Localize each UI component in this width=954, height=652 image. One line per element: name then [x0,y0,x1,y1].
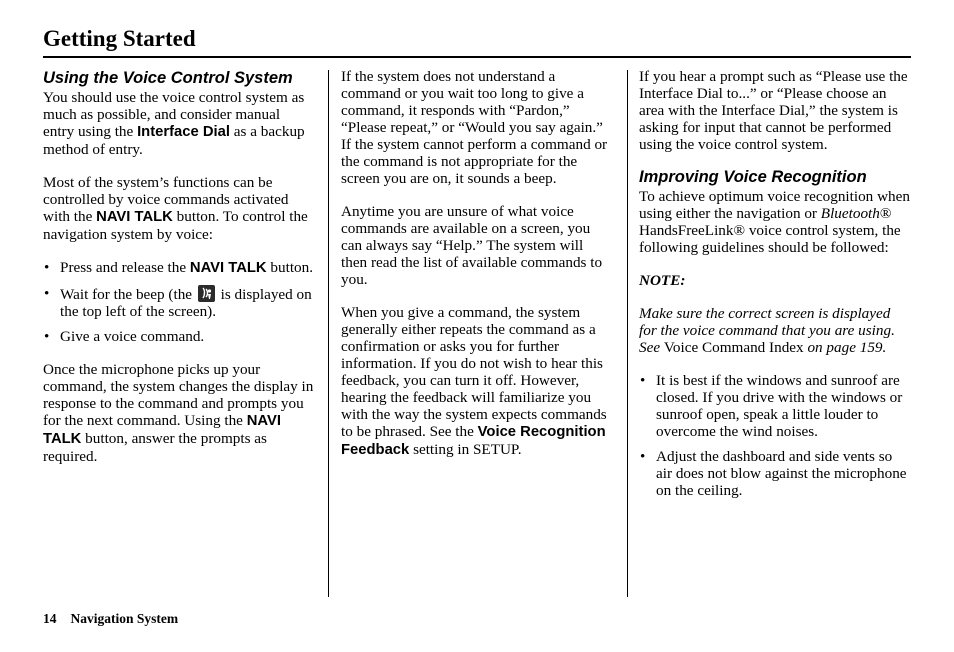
text: Make sure the correct screen is displayed for the voice command that you are using. See [639,305,895,356]
column-3 [639,68,911,515]
list-item: • Give a voice command. [43,328,315,345]
page-number: 14 [43,611,57,626]
paragraph-optimum [639,188,911,256]
list-item: • It is best if the windows and sunroof are closed. If you drive with the windows or sunroof open, speak a little louder to overcome the wind noises. [639,372,911,440]
text: as a backup method of entry. [43,123,305,158]
keyword-navi-talk: NAVI TALK [96,209,173,225]
text: on page 159. [803,339,887,356]
paragraph-feedback [341,304,613,459]
text: Most of the system’s functions can be controlled by voice commands activated with the [43,174,289,225]
list-item [43,259,315,277]
section-heading-improving-recognition: Improving Voice Recognition [639,168,867,186]
text: To achieve optimum voice recognition when using either the navigation or [639,188,910,222]
list-item: • Adjust the dashboard and side vents so air does not blow against the microphone on the ceiling. [639,448,911,499]
text-bluetooth: Bluetooth [820,205,880,222]
keyword-navi-talk: NAVI TALK [43,413,281,447]
text: ® HandsFreeLink® voice control system, the following guidelines should be followed: [639,205,901,256]
text: button, answer the prompts as required. [43,430,267,465]
paragraph-interface-dial-prompt: If you hear a prompt such as “Please use the Interface Dial to...” or “Please choose an area with the Interface Dial,” the system is asking for input that cannot be performed using the voice control system. [639,68,908,153]
guidelines-list [639,372,911,499]
paragraph-help: Anytime you are unsure of what voice commands are available on a screen, you can always say “Help.” The system will then read the list of available commands to you. [341,203,603,288]
title-rule [43,56,911,58]
page-title: Getting Started [43,26,196,51]
footer-section: Navigation System [70,611,179,626]
voice-talk-icon [198,285,215,302]
paragraph-microphone [43,361,315,465]
text: Once the microphone picks up your command, the system changes the display in response to the command and prompts you for the next command. Using the [43,361,314,429]
paragraph-intro [43,89,315,158]
keyword-voice-recognition-feedback: Voice Recognition Feedback [341,424,606,458]
text: button. To control the navigation system by voice: [43,208,308,243]
paragraph-not-understand: If the system does not understand a command or you wait too long to give a command, it responds with “Pardon,” “Please repeat,” or “Would you say again.” If the system cannot perform a command or the command is not appropriate for the screen you are on, it sounds a beep. [341,68,608,187]
column-2 [341,68,613,475]
text: You should use the voice control system as much as possible, and consider manual entry using the [43,89,305,140]
note-text [639,305,911,356]
text: Wait for the beep (the [60,286,196,303]
keyword-interface-dial: Interface Dial [137,124,230,140]
column-1 [43,68,315,481]
section-heading-voice-control: Using the Voice Control System [43,69,293,87]
keyword-navi-talk: NAVI TALK [189,260,267,276]
link-voice-command-index: Voice Command Index [663,339,804,356]
column-divider-2 [627,70,628,597]
list-item [43,285,315,320]
voice-steps-list [43,259,315,345]
text: setting in SETUP. [409,441,522,458]
text: is displayed on the top left of the screen). [60,286,312,320]
text: Press and release the [60,259,190,276]
text: When you give a command, the system generally either repeats the command as a confirmation or asks you for further information. If you do not wish to hear this feedback, you can turn it off. However, hearing the feedback will familiarize you with the way the system expects commands to be phrased. See the [341,304,607,440]
column-divider-1 [328,70,329,597]
text: button. [266,259,314,276]
page-footer [43,610,178,628]
note-label: NOTE: [639,272,686,289]
paragraph-functions [43,174,315,243]
